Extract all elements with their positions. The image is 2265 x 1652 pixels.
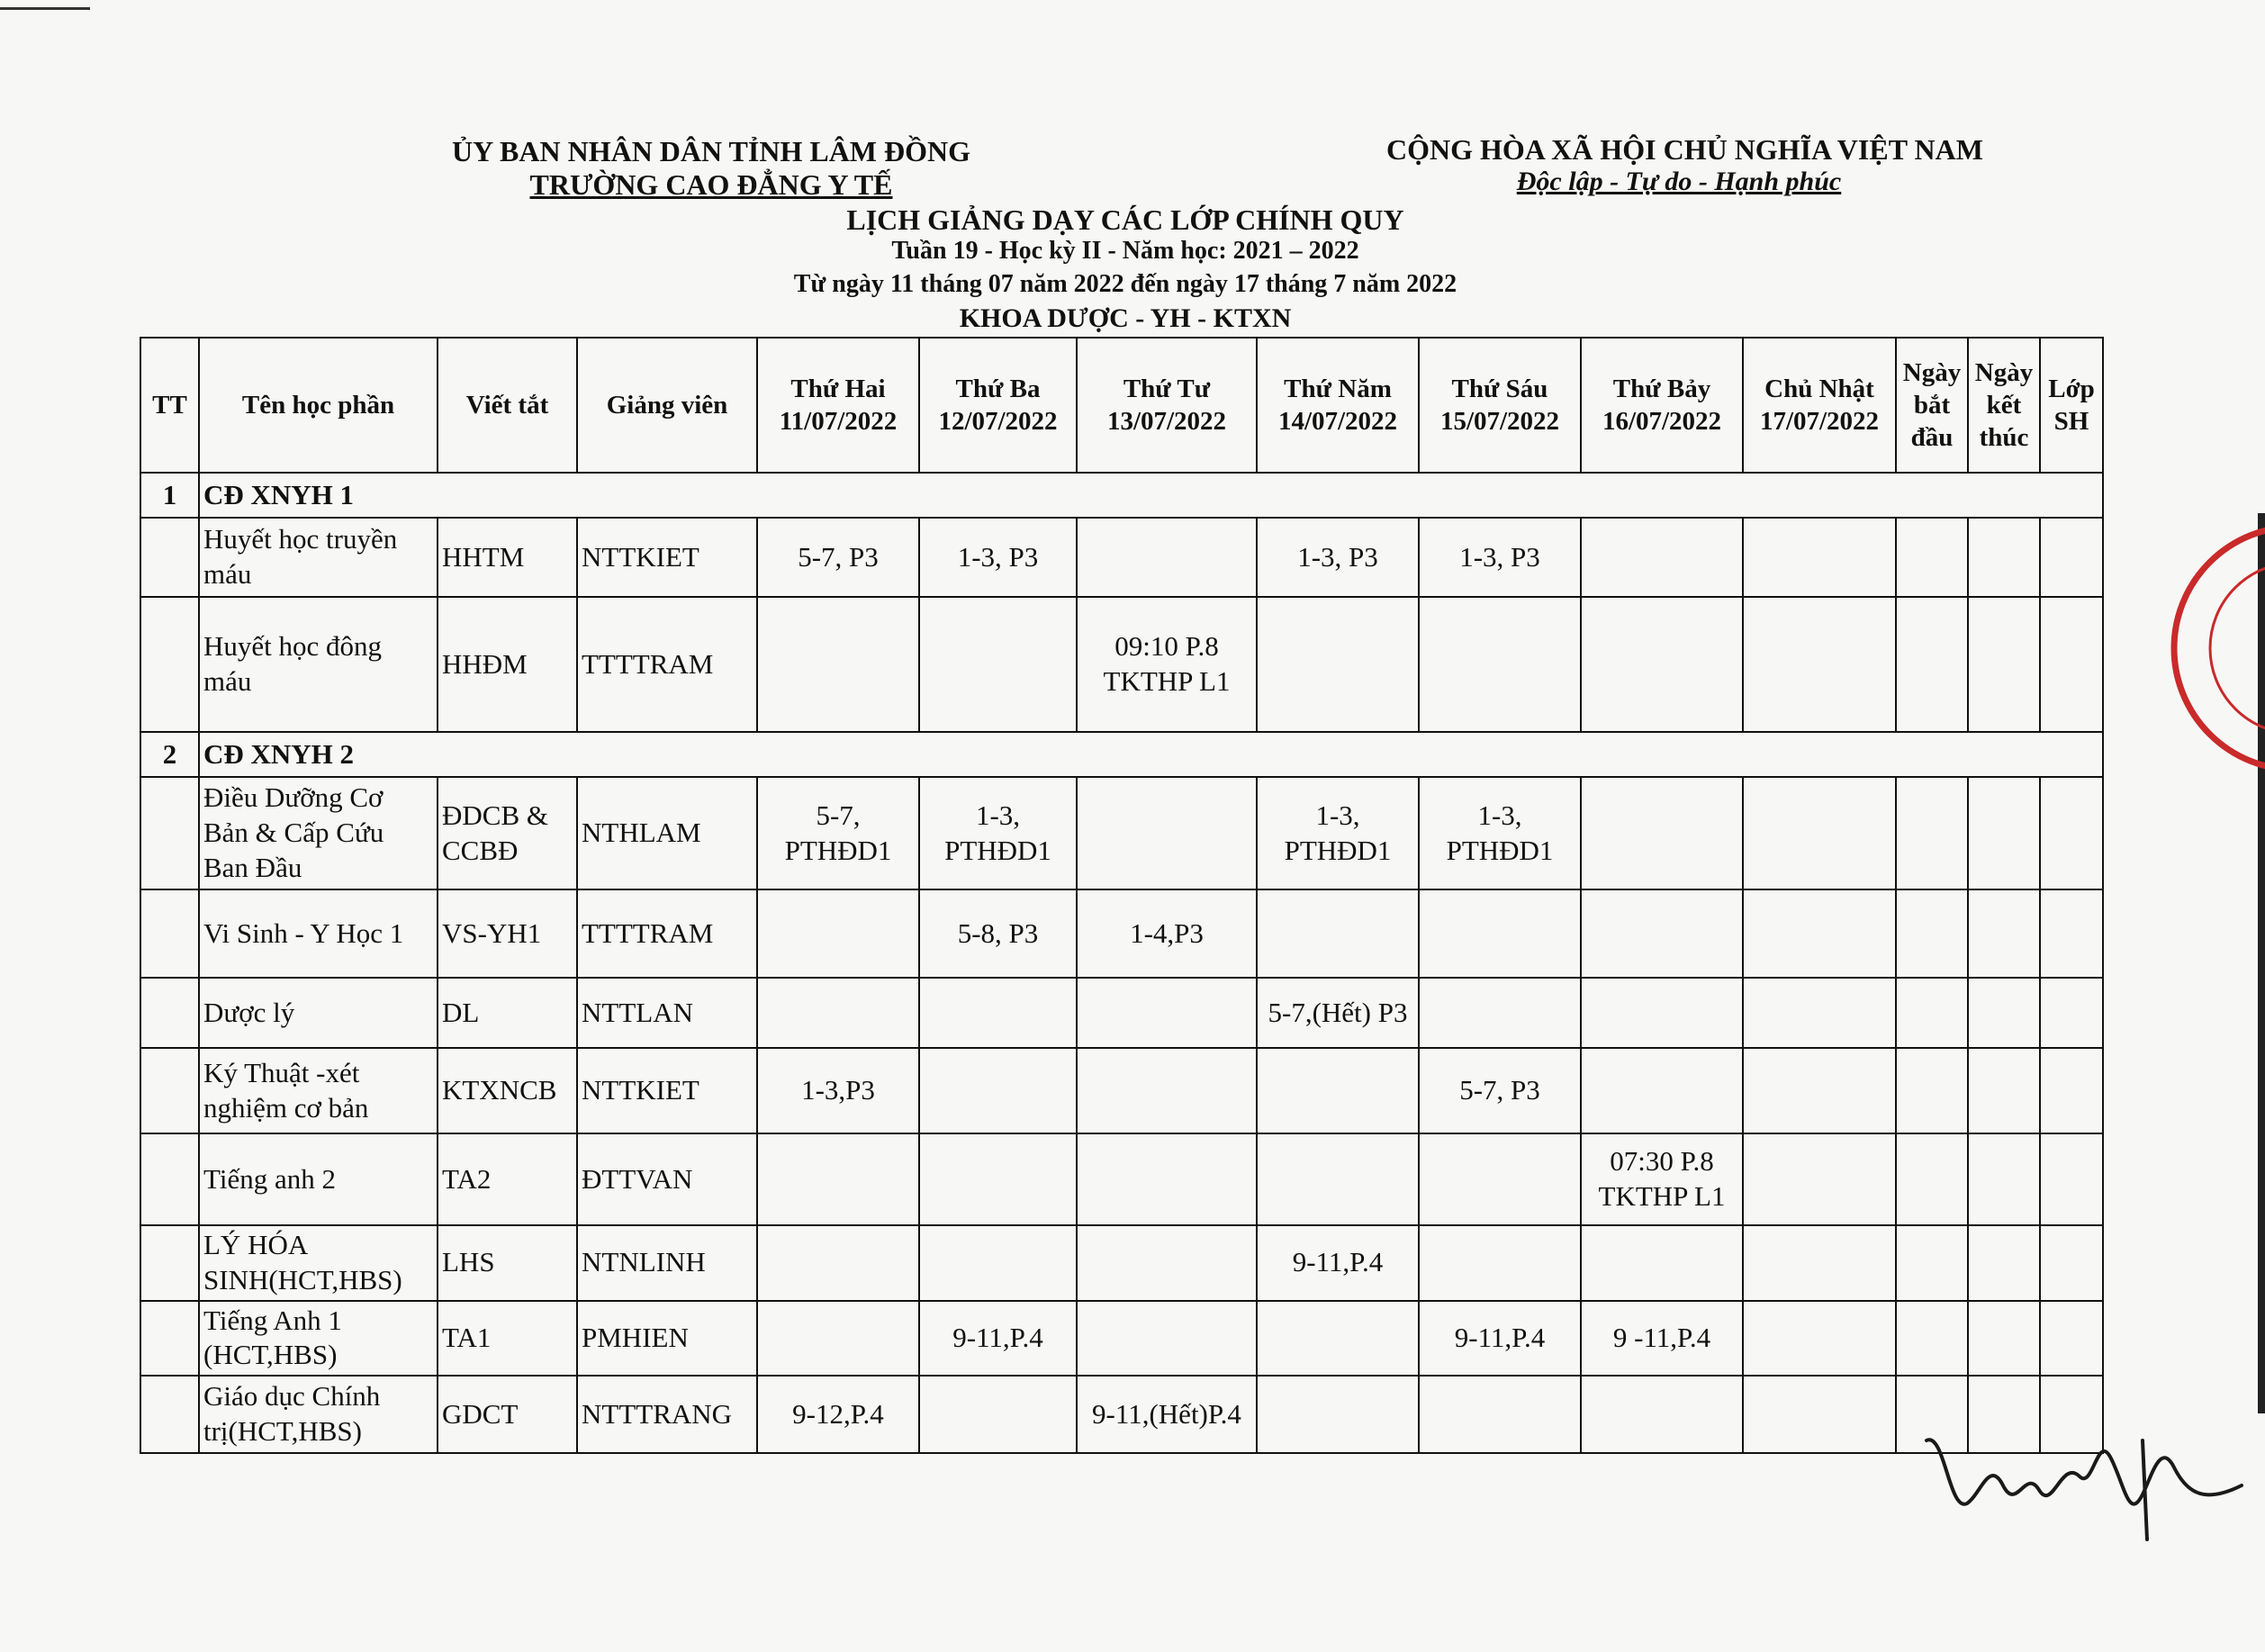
class-sh [2040,1225,2103,1301]
start-date [1896,889,1968,978]
session-tue: 9-11,P.4 [919,1301,1077,1377]
session-fri [1419,1133,1581,1225]
course-name: Điều Dưỡng Cơ Bản & Cấp Cứu Ban Đầu [199,777,438,889]
lecturer-code: NTTKIET [577,518,757,597]
session-wed [1077,1048,1257,1133]
table-row [140,597,2103,732]
course-name: Ký Thuật -xét nghiệm cơ bản [199,1048,438,1133]
course-abbr: HHĐM [438,597,577,732]
start-date [1896,1225,1968,1301]
session-mon: 1-3,P3 [757,1048,919,1133]
table-row [140,1301,2103,1377]
session-wed [1077,978,1257,1048]
col-wed: Thứ Tư 13/07/2022 [1077,338,1257,473]
class-sh [2040,518,2103,597]
course-name: Tiếng Anh 1 (HCT,HBS) [199,1301,438,1377]
session-tue: 1-3, P3 [919,518,1077,597]
table-row [140,518,2103,597]
course-name: Tiếng anh 2 [199,1133,438,1225]
session-tue [919,1376,1077,1453]
end-date [1968,597,2040,732]
session-thu [1257,1376,1419,1453]
session-mon [757,978,919,1048]
row-tt [140,777,199,889]
session-wed [1077,1133,1257,1225]
session-sat [1581,889,1743,978]
col-fri: Thứ Sáu 15/07/2022 [1419,338,1581,473]
national-motto: Độc lập - Tự do - Hạnh phúc [1516,167,1842,196]
table-row [140,1225,2103,1301]
session-thu: 1-3, P3 [1257,518,1419,597]
course-name: Vi Sinh - Y Học 1 [199,889,438,978]
session-tue [919,1048,1077,1133]
session-mon: 9-12,P.4 [757,1376,919,1453]
session-sat [1581,1376,1743,1453]
group-row [140,732,2103,777]
group-number: 1 [140,473,199,518]
lecturer-code: TTTTRAM [577,889,757,978]
course-abbr: KTXNCB [438,1048,577,1133]
course-name: Huyết học đông máu [199,597,438,732]
session-wed [1077,777,1257,889]
session-sun [1743,978,1896,1048]
session-sun [1743,1301,1896,1377]
session-mon [757,597,919,732]
course-name: Huyết học truyền máu [199,518,438,597]
document-faculty: KHOA DƯỢC - YH - KTXN [959,303,1292,333]
class-sh [2040,978,2103,1048]
col-sat: Thứ Bảy 16/07/2022 [1581,338,1743,473]
session-fri [1419,597,1581,732]
session-fri: 1-3, PTHĐD1 [1419,777,1581,889]
handwritten-signature [1918,1404,2260,1548]
session-sun [1743,777,1896,889]
session-sun [1743,1048,1896,1133]
end-date [1968,1133,2040,1225]
col-end: Ngày kết thúc [1968,338,2040,473]
session-tue [919,978,1077,1048]
class-sh [2040,1133,2103,1225]
table-row [140,1133,2103,1225]
session-tue [919,1133,1077,1225]
lecturer-code: NTHLAM [577,777,757,889]
group-number: 2 [140,732,199,777]
red-seal-stamp [2161,513,2265,783]
session-wed [1077,1301,1257,1377]
issuer-school: TRƯỜNG CAO ĐẲNG Y TẾ [529,168,893,201]
document-week: Tuần 19 - Học kỳ II - Năm học: 2021 – 2022 [891,237,1359,265]
end-date [1968,1225,2040,1301]
table-row [140,777,2103,889]
row-tt [140,889,199,978]
session-tue: 5-8, P3 [919,889,1077,978]
start-date [1896,777,1968,889]
lecturer-code: NTTTRANG [577,1376,757,1453]
group-name: CĐ XNYH 2 [199,732,2103,777]
class-sh [2040,1301,2103,1377]
session-sun [1743,1133,1896,1225]
session-mon [757,1301,919,1377]
table-row [140,978,2103,1048]
lecturer-code: PMHIEN [577,1301,757,1377]
end-date [1968,1048,2040,1133]
session-mon [757,1133,919,1225]
session-fri [1419,1225,1581,1301]
col-sun: Chủ Nhật 17/07/2022 [1743,338,1896,473]
end-date [1968,518,2040,597]
col-start: Ngày bắt đầu [1896,338,1968,473]
scan-edge-mark [0,7,90,10]
session-sat [1581,597,1743,732]
col-thu: Thứ Năm 14/07/2022 [1257,338,1419,473]
group-row [140,473,2103,518]
session-sun [1743,889,1896,978]
session-thu [1257,889,1419,978]
table-row [140,889,2103,978]
session-fri [1419,1376,1581,1453]
start-date [1896,1133,1968,1225]
end-date [1968,1301,2040,1377]
start-date [1896,978,1968,1048]
session-thu: 9-11,P.4 [1257,1225,1419,1301]
lecturer-code: NTTKIET [577,1048,757,1133]
end-date [1968,777,2040,889]
lecturer-code: NTNLINH [577,1225,757,1301]
session-thu [1257,1048,1419,1133]
group-name: CĐ XNYH 1 [199,473,2103,518]
session-thu [1257,1301,1419,1377]
class-sh [2040,1048,2103,1133]
class-sh [2040,597,2103,732]
session-tue [919,597,1077,732]
col-tue: Thứ Ba 12/07/2022 [919,338,1077,473]
session-mon: 5-7, PTHĐD1 [757,777,919,889]
session-thu: 1-3, PTHĐD1 [1257,777,1419,889]
session-fri: 5-7, P3 [1419,1048,1581,1133]
session-tue: 1-3, PTHĐD1 [919,777,1077,889]
course-name: Giáo dục Chính trị(HCT,HBS) [199,1376,438,1453]
session-sun [1743,597,1896,732]
lecturer-code: TTTTRAM [577,597,757,732]
session-fri: 1-3, P3 [1419,518,1581,597]
row-tt [140,597,199,732]
session-sat: 07:30 P.8 TKTHP L1 [1581,1133,1743,1225]
start-date [1896,518,1968,597]
course-abbr: VS-YH1 [438,889,577,978]
table-row [140,1376,2103,1453]
session-sat [1581,1048,1743,1133]
class-sh [2040,777,2103,889]
issuer-authority: ỦY BAN NHÂN DÂN TỈNH LÂM ĐỒNG [451,135,970,167]
session-thu: 5-7,(Hết) P3 [1257,978,1419,1048]
lecturer-code: ĐTTVAN [577,1133,757,1225]
col-tt: TT [140,338,199,473]
session-sat [1581,1225,1743,1301]
session-sat [1581,518,1743,597]
end-date [1968,889,2040,978]
schedule-table [140,337,2104,1454]
course-abbr: ĐDCB & CCBĐ [438,777,577,889]
session-wed [1077,518,1257,597]
start-date [1896,1301,1968,1377]
session-wed: 09:10 P.8 TKTHP L1 [1077,597,1257,732]
session-mon: 5-7, P3 [757,518,919,597]
row-tt [140,518,199,597]
class-sh [2040,889,2103,978]
session-sat: 9 -11,P.4 [1581,1301,1743,1377]
row-tt [140,1376,199,1453]
session-wed: 9-11,(Hết)P.4 [1077,1376,1257,1453]
session-sat [1581,777,1743,889]
lecturer-code: NTTLAN [577,978,757,1048]
session-fri [1419,889,1581,978]
table-header-row [140,338,2103,473]
table-row [140,1048,2103,1133]
row-tt [140,978,199,1048]
session-wed: 1-4,P3 [1077,889,1257,978]
session-wed [1077,1225,1257,1301]
col-lecturer: Giảng viên [577,338,757,473]
session-sun [1743,1225,1896,1301]
col-course: Tên học phần [199,338,438,473]
row-tt [140,1301,199,1377]
document-date-range: Từ ngày 11 tháng 07 năm 2022 đến ngày 17 tháng 7 năm 2022 [793,270,1457,298]
row-tt [140,1225,199,1301]
course-name: LÝ HÓA SINH(HCT,HBS) [199,1225,438,1301]
course-abbr: TA2 [438,1133,577,1225]
row-tt [140,1133,199,1225]
course-abbr: TA1 [438,1301,577,1377]
course-abbr: GDCT [438,1376,577,1453]
col-class: Lớp SH [2040,338,2103,473]
session-tue [919,1225,1077,1301]
session-sun [1743,1376,1896,1453]
session-mon [757,889,919,978]
session-fri: 9-11,P.4 [1419,1301,1581,1377]
start-date [1896,1048,1968,1133]
course-name: Dược lý [199,978,438,1048]
national-title: CỘNG HÒA XÃ HỘI CHỦ NGHĨA VIỆT NAM [1386,133,1983,166]
start-date [1896,597,1968,732]
document-title: LỊCH GIẢNG DẠY CÁC LỚP CHÍNH QUY [846,203,1404,236]
session-fri [1419,978,1581,1048]
session-mon [757,1225,919,1301]
row-tt [140,1048,199,1133]
session-sat [1581,978,1743,1048]
session-sun [1743,518,1896,597]
course-abbr: LHS [438,1225,577,1301]
col-mon: Thứ Hai 11/07/2022 [757,338,919,473]
course-abbr: DL [438,978,577,1048]
course-abbr: HHTM [438,518,577,597]
end-date [1968,978,2040,1048]
session-thu [1257,597,1419,732]
col-abbr: Viết tắt [438,338,577,473]
session-thu [1257,1133,1419,1225]
